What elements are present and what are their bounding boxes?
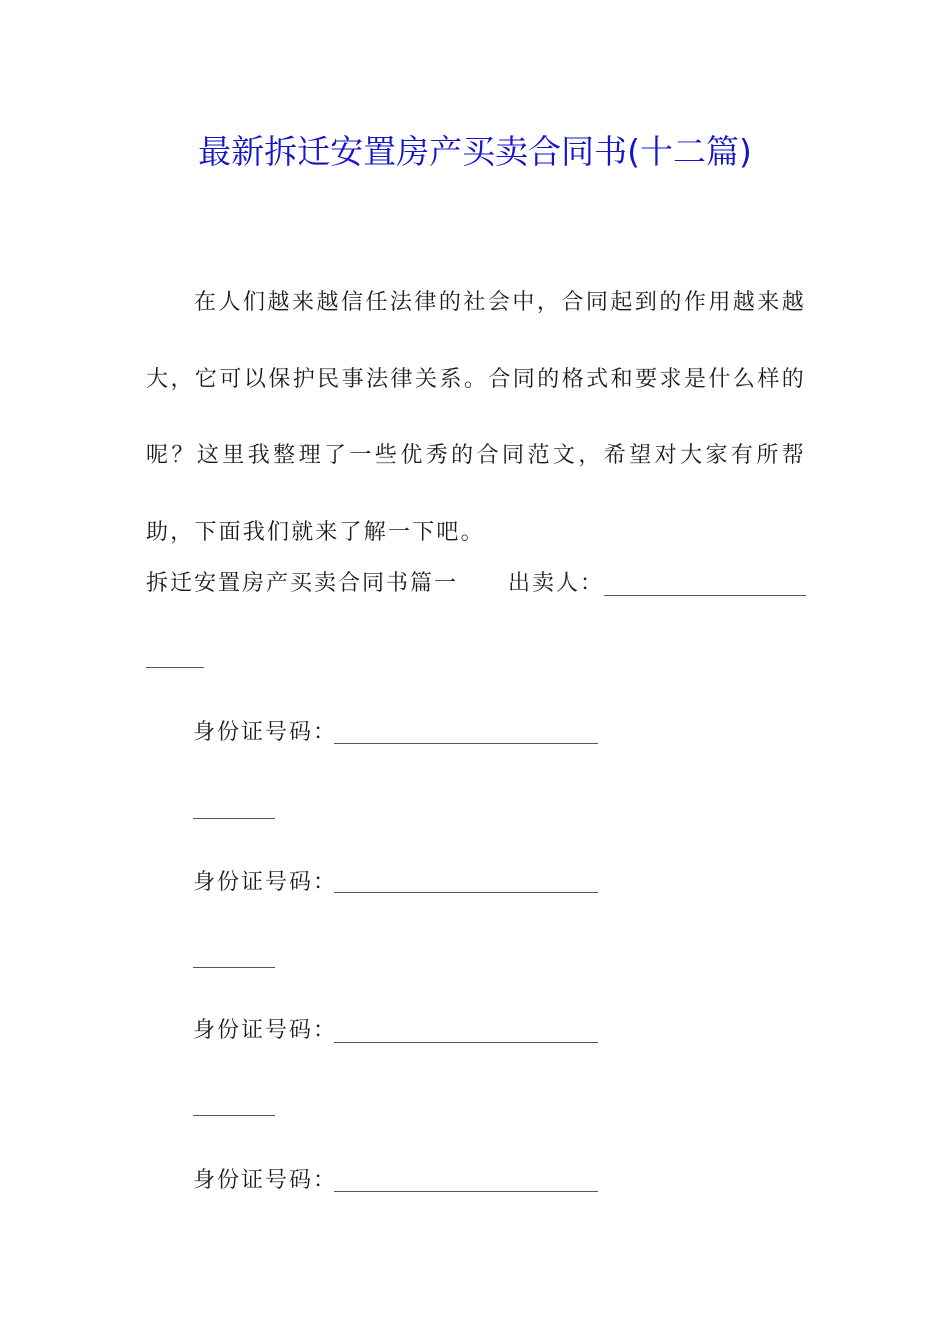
document-title: 最新拆迁安置房产买卖合同书(十二篇): [198, 132, 752, 171]
section-heading: 拆迁安置房产买卖合同书篇一: [146, 571, 459, 596]
id-number-label: 身份证号码：: [193, 720, 338, 745]
id-number-blank-line: [334, 1042, 598, 1043]
id-number-label: 身份证号码：: [193, 1018, 338, 1043]
id-number-blank-line: [334, 1191, 598, 1192]
id-number-blank-line: [334, 892, 598, 893]
seller-blank-line: [604, 595, 806, 596]
seller-label: 出卖人：: [508, 571, 605, 596]
intro-paragraph: 在人们越来越信任法律的社会中，合同起到的作用越来越大，它可以保护民事法律关系。合同的格式和要求是什么样的呢？这里我整理了一些优秀的合同范文，希望对大家有所帮助，下面我们就来了解一下吧。: [146, 290, 806, 545]
seller-blank-line-continued: [146, 667, 204, 668]
id-number-blank-line-continued: [193, 967, 275, 968]
id-number-blank-line-continued: [193, 818, 275, 819]
id-number-label: 身份证号码：: [193, 870, 338, 895]
id-number-label: 身份证号码：: [193, 1168, 338, 1193]
id-number-blank-line-continued: [193, 1115, 275, 1116]
id-number-blank-line: [334, 743, 598, 744]
